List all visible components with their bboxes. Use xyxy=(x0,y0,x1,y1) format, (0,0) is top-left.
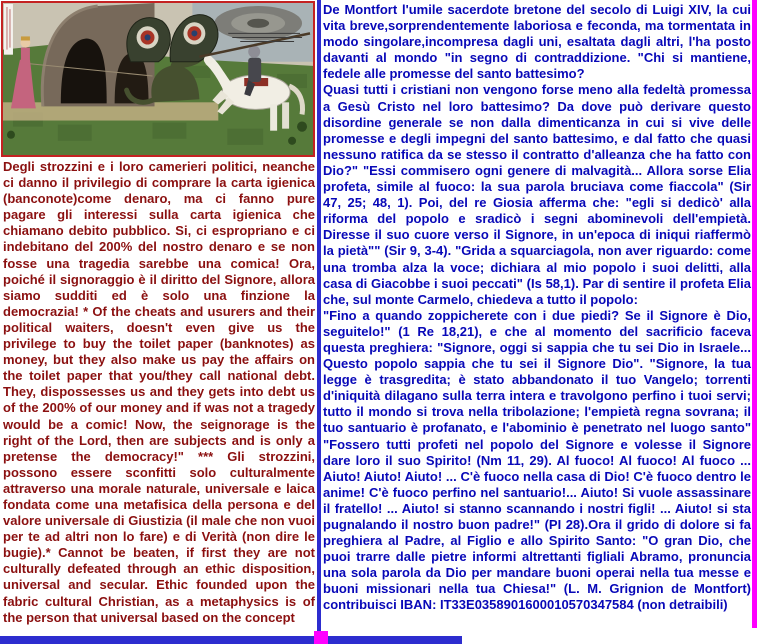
frame-divider-vertical xyxy=(317,0,321,644)
right-paragraph-1: De Montfort l'umile sacerdote bretone del secolo di Luigi XIV, la cui vita breve,sorprendentemente laboriosa e feconda, ma tormentata in modo singolare,incompresa dagli uni, esaltata dagli altri, l'ha posto davanti al mondo "in segno di contraddizione. "Chi si mantiene, fedele alle promesse del santo battesimo? xyxy=(323,2,751,82)
frame-divider-bottom xyxy=(0,636,462,644)
painting-image xyxy=(3,3,313,155)
right-paragraph-3: "Fino a quando zoppicherete con i due piedi? Se il Signore è Dio, seguitelo!" (1 Re 18,21), e che al momento del sacrificio faceva questa preghiera: "Signore, oggi si sappia che tu sei Dio in Israele... Questo popolo sappia che tu sei il Signore Dio". "Signore, la tua legge è trasgredita; è stato abbandonato il tuo Vangelo; torrenti d'iniquità dilagano sulla terra intera e travolgono perfino i tuoi servi; tutto il mondo si trova nella tribolazione; l'empietà regna sovrana; il tuo santuario è profanato, e l'abominio è penetrato nel luogo santo" "Fossero tutti profeti nel popolo del Signore e volesse il Signore dare loro il suo Spirito! (Nm 11, 29). Al fuoco! Al fuoco! Al fuoco ... Aiuto! Aiuto! Aiuto! ... C'è fuoco nella casa di Dio! C'è fuoco dentro le anime! C'è fuoco perfino nel santuario!... Aiuto! Si vuole assassinare il fratello! ... Aiuto! si stanno scannando i nostri figli! ... Aiuto! si sta pugnalando il nostro buon padre!" (PI 28).Ora il grido di dolore si fa preghiera al Padre, al Figlio e allo Spirito Santo: "O gran Dio, che puoi trarre dalle pietre informi altrettanti figliali Abramo, pronuncia una sola parola da Dio per mandare buoni operai nella tua messe e buoni missionari nella tua Chiesa!" (L. M. Grignion de Montfort) contribuisci IBAN: IT33E0358901600010570347584 (non detraibili) xyxy=(323,307,751,613)
frame-corner-knob xyxy=(314,631,328,644)
painting-caption-vertical xyxy=(4,4,13,55)
storm-cloud xyxy=(214,6,302,40)
left-column-text: Degli strozzini e i loro camerieri politici, neanche ci danno il privilegio di comprare la carta igienica (banconote)come denaro, ma ci fanno pure pagare gli interessi sulla carta igienica che chiamano debito pubblico. Si, ci espropriano e ci indebitano del 200% del nostro denaro e se non fosse una tragedia sarebbe una comica! Ora, poiché il signoraggio è il diritto del Signore, allora siamo sudditi ed è solo una finzione la democrazia! * Of the cheats and usurers and their political waiters, doesn't even give us the privilege to buy the toilet paper (banknotes) as money, but they also make us pay the affairs on the toilet paper that you/they call national debt. They, dispossesses us and they gets into debt us of the 200% of our money and if was not a tragedy would be a comic! Now, the seignorage is the right of the Lord, then are subjects and is only a pretense the democracy!" *** Gli strozzini, possono essere sconfitti solo culturalmente attraverso una morale naturale, universale e laica fondata come una metafisica della persona e del valore universale di Giustizia (il male che non vuoi per te ad altri non lo fare) e di Verità (non dire le bugie).* Cannot be beaten, if first they are not culturally defeated through an ethic disposition, universal and secular. Ethic founded upon the fabric cultural Christian, as a metaphysics is of the person that universal based on the concept xyxy=(3,159,315,625)
right-paragraph-2: Quasi tutti i cristiani non vengono forse meno alla fedeltà promessa a Gesù Cristo nel loro battesimo? Da dove può derivare questo disordine generale se non dalla dimenticanza in cui si vive delle promesse e degli impegni del santo battesimo, e dal fatto che quasi nessuno ratifica da se stesso il contratto d'alleanza che ha fatto con Dio?" "Essi commisero ogni genere di malvagità... Allora sorse Elia profeta, simile al fuoco: la sua parola bruciava come fiaccola" (Sir 47, 25; 48, 1). Poi, del re Giosia afferma che: "egli si dedicò' alla riforma del popolo e sradicò i segni abominevoli dell'empietà. Diresse il suo cuore verso il Signore, in un'epoca di iniqui riaffermò la pietà"" (Sir 9, 3-4). "Grida a squarciagola, non aver riguardo: come una tromba alza la voce; dichiara al mio popolo i suoi delitti, alla casa di Giacobbe i suoi peccati" (Is 58,1). Par di sentire il profeta Elia che, sul monte Carmelo, chiedeva a tutto il popolo: xyxy=(323,82,751,307)
frame-edge-right xyxy=(752,0,757,628)
painting-saint-george-and-dragon xyxy=(1,1,315,157)
right-column xyxy=(323,2,751,614)
